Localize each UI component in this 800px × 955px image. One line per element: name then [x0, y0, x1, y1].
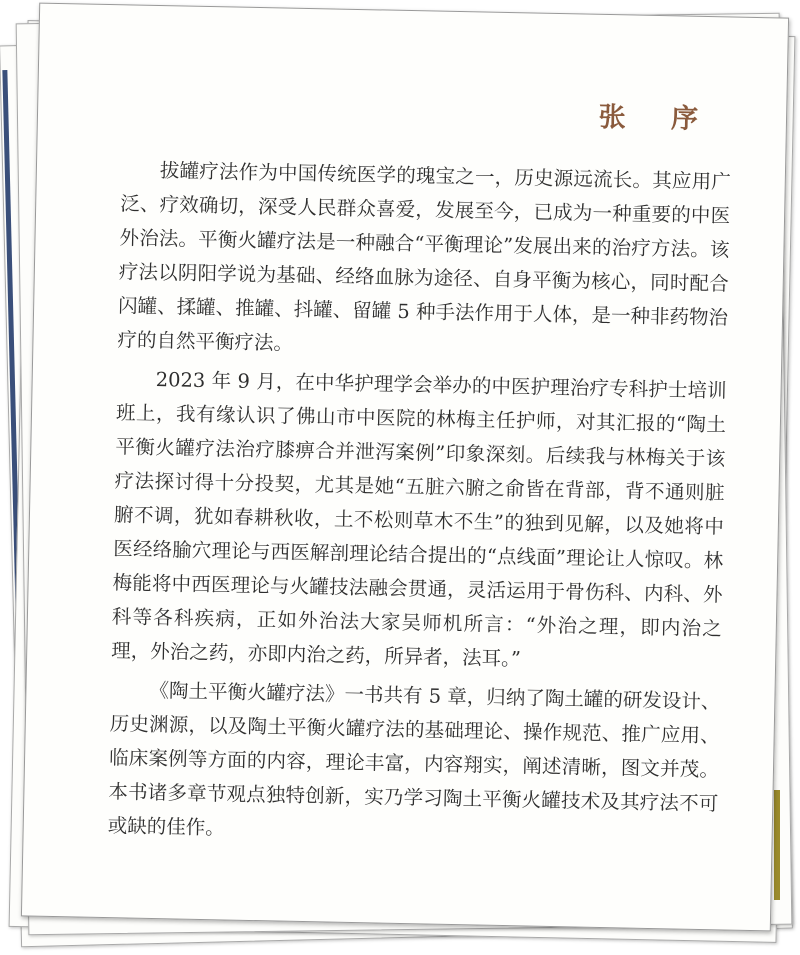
cover-edge-accent: [774, 790, 780, 900]
paragraph: 拔罐疗法作为中国传统医学的瑰宝之一，历史源远流长。其应用广泛、疗效确切，深受人民群众喜爱，发展至今，已成为一种重要的中医外治法。平衡火罐疗法是一种融合“平衡理论”发展出来的治疗方法。该疗法以阴阳学说为基础、经络血脉为途径、自身平衡为核心，同时配合闪罐、揉罐、推罐、抖罐、留罐 5 种手法作用于人体，是一种非药物治疗的自然平衡疗法。: [117, 159, 732, 355]
paragraph: 《陶土平衡火罐疗法》一书共有 5 章，归纳了陶土罐的研发设计、历史渊源，以及陶土平衡火罐疗法的基础理论、操作规范、推广应用、临床案例等方面的内容，理论丰富，内容翔实，阐述清晰，图文并茂。本书诸多章节观点独特创新，实乃学习陶土平衡火罐技术及其疗法不可或缺的佳作。: [107, 678, 721, 840]
paragraph: 2023 年 9 月，在中华护理学会举办的中医护理治疗专科护士培训班上，我有缘认识了佛山市中医院的林梅主任护师，对其汇报的“陶土平衡火罐疗法治疗膝痹合并泄泻案例”印象深刻。后续我与林梅关于该疗法探讨得十分投契，尤其是她“五脏六腑之俞皆在背部，背不通则脏腑不调，犹如春耕秋收，土不松则草木不生”的独到见解，以及她将中医经络腧穴理论与西医解剖理论结合提出的“点线面”理论让人惊叹。林梅能将中西医理论与火罐技法融会贯通，灵活运用于骨伤科、内科、外科等各科疾病，正如外治法大家吴师机所言：“外治之理，即内治之理，外治之药，亦即内治之药，所异者，法耳。”: [111, 367, 727, 671]
page-title: 张 序: [598, 101, 717, 136]
preface-page: [21, 3, 789, 932]
preface-body: [107, 153, 731, 860]
